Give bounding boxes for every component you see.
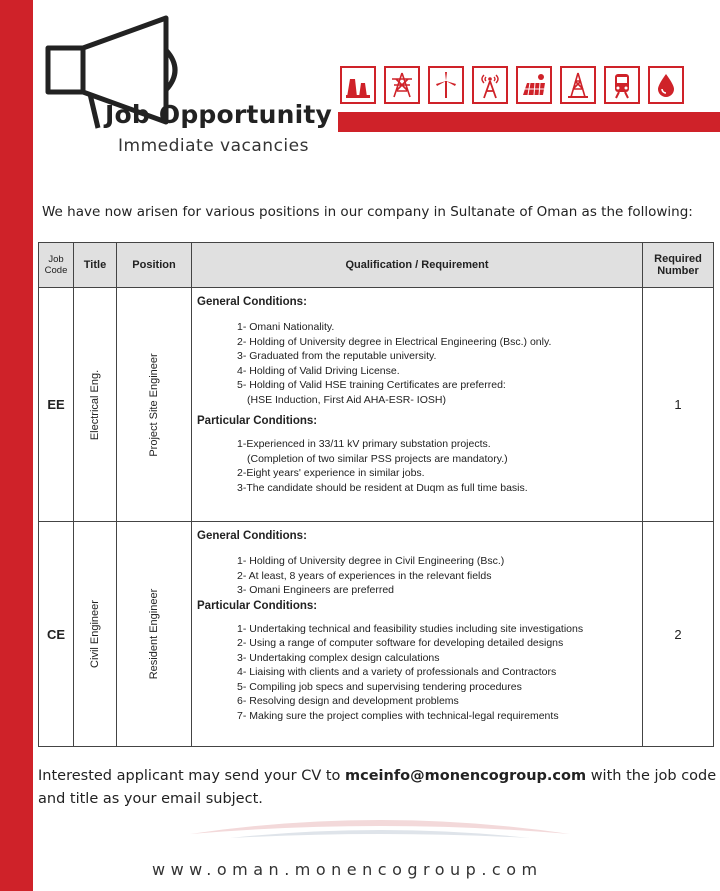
intro-text: We have now arisen for various positions in our company in Sultanate of Oman as the following:	[42, 204, 693, 220]
qualification-cell	[192, 288, 643, 522]
job-code-cell: CE	[39, 522, 74, 747]
list-item: 2-Eight years' experience in similar jobs.	[237, 467, 425, 479]
title-text: Electrical Eng.	[89, 369, 101, 440]
jobs-table	[38, 242, 714, 747]
general-conditions-list	[197, 554, 638, 598]
page-title: Job Opportunity	[105, 100, 332, 129]
list-item: 1-Experienced in 33/11 kV primary substation projects.	[237, 438, 491, 450]
required-number-cell: 1	[643, 288, 714, 522]
website-link[interactable]: www.oman.monencogroup.com	[152, 860, 543, 879]
header-title: Title	[74, 243, 117, 288]
list-item: 4- Holding of Valid Driving License.	[237, 364, 400, 377]
train-icon	[604, 66, 640, 104]
power-plant-icon	[340, 66, 376, 104]
oil-rig-icon	[560, 66, 596, 104]
list-item: 4- Liaising with clients and a variety of professionals and Contractors	[237, 666, 557, 678]
position-text: Resident Engineer	[148, 588, 160, 680]
wind-turbine-icon	[428, 66, 464, 104]
transmission-tower-icon	[384, 66, 420, 104]
table-header-row	[39, 243, 714, 288]
header-qualification: Qualification / Requirement	[192, 243, 643, 288]
list-item: 3- Graduated from the reputable university.	[237, 350, 437, 362]
industry-icons-row	[340, 66, 684, 104]
table-row	[39, 288, 714, 522]
general-conditions-heading: General Conditions:	[197, 296, 307, 308]
title-cell	[74, 522, 117, 747]
list-item: 3- Omani Engineers are preferred	[237, 584, 394, 596]
list-item: 5- Holding of Valid HSE training Certificates are preferred:	[237, 379, 506, 391]
post-date: 05/09/2021	[648, 226, 712, 239]
header-job-code: Job Code	[39, 243, 74, 288]
list-item: 6- Resolving design and development problems	[237, 695, 459, 707]
position-text: Project Site Engineer	[148, 352, 160, 457]
application-instructions	[38, 765, 718, 811]
header-position: Position	[117, 243, 192, 288]
side-red-bar	[0, 0, 33, 891]
decorative-swoosh	[190, 812, 570, 840]
page-subtitle: Immediate vacancies	[118, 136, 309, 156]
radio-tower-icon	[472, 66, 508, 104]
instructions-text: with the job code and title as your email subject.	[38, 768, 717, 807]
title-cell	[74, 288, 117, 522]
title-text: Civil Engineer	[89, 600, 101, 668]
general-conditions-list	[197, 320, 638, 407]
solar-panel-icon	[516, 66, 552, 104]
list-item: 7- Making sure the project complies with technical-legal requirements	[237, 709, 559, 722]
general-conditions-heading: General Conditions:	[197, 530, 307, 542]
table-row	[39, 522, 714, 747]
particular-conditions-heading: Particular Conditions:	[197, 415, 318, 427]
list-item: 5- Compiling job specs and supervising tendering procedures	[237, 680, 522, 693]
qualification-cell	[192, 522, 643, 747]
list-item: 1- Omani Nationality.	[237, 321, 335, 333]
list-item: (HSE Induction, First Aid AHA-ESR- IOSH)	[247, 393, 446, 406]
particular-conditions-list	[197, 622, 638, 724]
list-item: 3-The candidate should be resident at Duqm as full time basis.	[237, 481, 528, 494]
list-item: 2- Holding of University degree in Electrical Engineering (Bsc.) only.	[237, 335, 552, 348]
instructions-text: Interested applicant may send your CV to	[38, 768, 346, 784]
particular-conditions-list	[197, 437, 638, 495]
contact-email[interactable]: mceinfo@monencogroup.com	[345, 768, 587, 784]
list-item: 1- Holding of University degree in Civil Engineering (Bsc.)	[237, 555, 505, 567]
header-required-number: Required Number	[643, 243, 714, 288]
job-code-cell: EE	[39, 288, 74, 522]
position-cell	[117, 522, 192, 747]
list-item: (Completion of two similar PSS projects are mandatory.)	[247, 452, 508, 465]
particular-conditions-heading: Particular Conditions:	[197, 599, 318, 612]
list-item: 1- Undertaking technical and feasibility studies including site investigations	[237, 622, 584, 635]
list-item: 2- At least, 8 years of experiences in the relevant fields	[237, 569, 492, 582]
position-cell	[117, 288, 192, 522]
required-number-cell: 2	[643, 522, 714, 747]
list-item: 2- Using a range of computer software for developing detailed designs	[237, 637, 564, 649]
list-item: 3- Undertaking complex design calculations	[237, 651, 440, 664]
oil-drop-icon	[648, 66, 684, 104]
